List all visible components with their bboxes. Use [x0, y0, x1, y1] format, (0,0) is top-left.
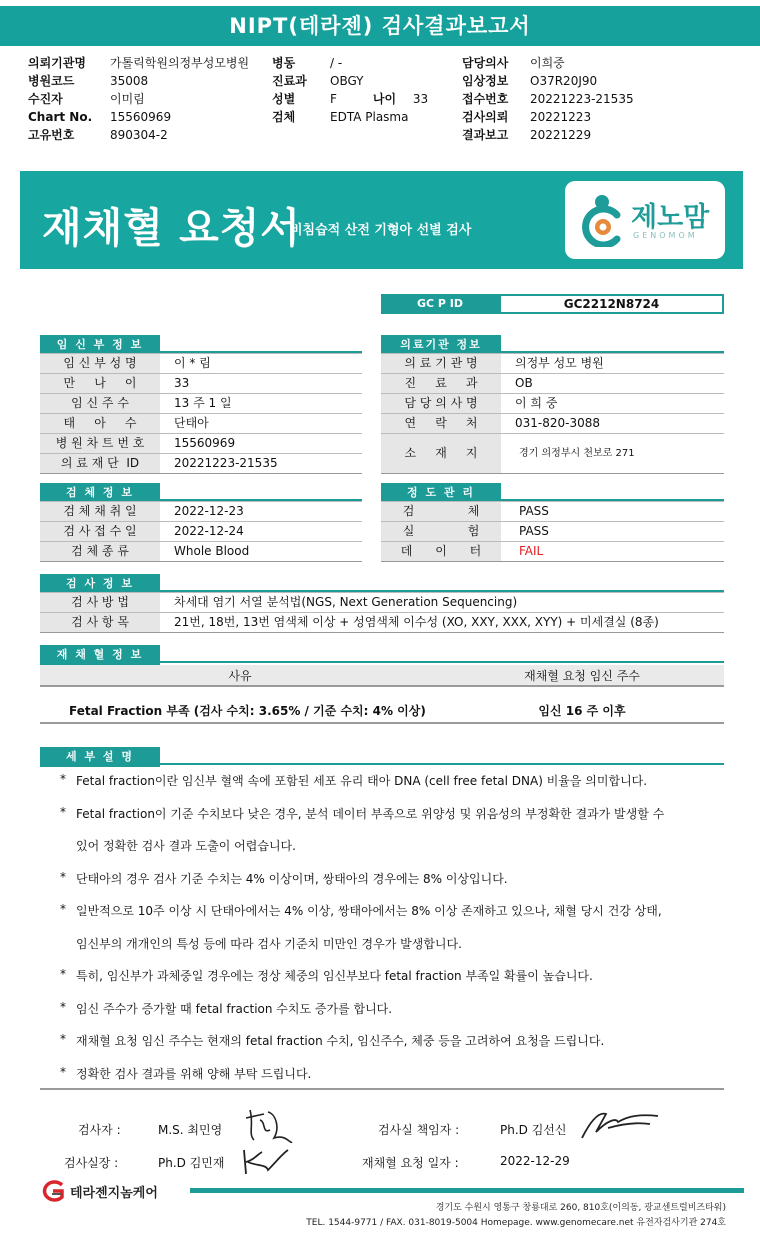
- company-name: 테라젠지놈케어: [70, 1185, 158, 1201]
- bullet: *: [60, 1064, 66, 1079]
- bullet: *: [60, 772, 66, 786]
- header-value: OBGY: [330, 74, 364, 88]
- section-title: 재 채 혈 정 보: [40, 645, 160, 665]
- lab-head-signature-icon: [578, 1104, 662, 1144]
- field-value: 20221223-21535: [174, 456, 278, 470]
- detail-notes: [60, 772, 720, 1097]
- section-pregnant-header: [40, 333, 362, 353]
- header-key: 결과보고: [462, 128, 509, 142]
- header-value: 15560969: [110, 110, 172, 124]
- section-test-header: [40, 572, 724, 592]
- field-value: 이 희 중: [515, 396, 558, 410]
- header-col-patient: [272, 54, 428, 126]
- field-value: 차세대 염기 서열 분석법(NGS, Next Generation Sequencing): [174, 595, 518, 609]
- field-label: 병 원 차 트 번 호: [40, 434, 160, 453]
- banner-subtitle: 비침습적 산전 기형아 선별 검사: [290, 223, 472, 238]
- section-title: 검 체 정 보: [40, 483, 160, 503]
- logo-korean: 제노맘: [631, 202, 710, 233]
- section-title: 정 도 관 리: [381, 483, 501, 503]
- bullet: *: [60, 869, 66, 884]
- field-value: 2022-12-24: [174, 524, 244, 538]
- logo-english: GENOMOM: [633, 231, 698, 240]
- note-text: Fetal fraction이란 임신부 혈액 속에 포함된 세포 유리 태아 DNA (cell free fetal DNA) 비율을 의미합니다.: [76, 774, 648, 788]
- field-label: 검 사 항 목: [40, 613, 160, 632]
- institution-table: [381, 353, 724, 474]
- request-date: 2022-12-29: [500, 1154, 570, 1168]
- header-value: 20221229: [530, 128, 592, 142]
- section-institution-header: [381, 333, 724, 353]
- field-label: 데 이 터: [381, 542, 501, 561]
- section-redraw-header: [40, 643, 724, 663]
- section-qc-header: [381, 481, 724, 501]
- field-label: 임 신 주 수: [40, 394, 160, 413]
- redraw-reason: Fetal Fraction 부족 (검사 수치: 3.65% / 기준 수치: 4% 이상): [69, 704, 426, 718]
- header-value: 가톨릭학원의정부성모병원: [110, 56, 250, 70]
- gcp-id-value: GC2212N8724: [499, 294, 724, 314]
- lab-head-name: Ph.D 김선신: [500, 1123, 567, 1137]
- bullet: *: [60, 804, 66, 819]
- bullet: *: [60, 999, 66, 1014]
- report-title: NIPT(테라젠) 검사결과보고서: [0, 6, 760, 46]
- header-key: 고유번호: [28, 128, 75, 142]
- specimen-table: [40, 501, 362, 562]
- note-text: 특히, 임신부가 과체중일 경우에는 정상 체중의 임신부보다 fetal fraction 부족일 확률이 높습니다.: [76, 969, 593, 983]
- field-value: 15560969: [174, 436, 236, 450]
- field-label: 연 락 처: [381, 414, 501, 433]
- header-value: 이미림: [110, 92, 145, 106]
- field-label: 소 재 지: [381, 434, 501, 473]
- field-value: 031-820-3088: [515, 416, 601, 430]
- header-key: 의뢰기관명: [28, 56, 86, 70]
- header-key: 검체: [272, 110, 296, 124]
- header-col-institution: [28, 54, 249, 144]
- note-text: 재채혈 요청 임신 주수는 현재의 fetal fraction 수치, 임신주수, 체중 등을 고려하여 요청을 드립니다.: [76, 1034, 605, 1048]
- note-text: 정확한 검사 결과를 위해 양해 부탁 드립니다.: [76, 1066, 312, 1081]
- header-key: 진료과: [272, 74, 307, 88]
- header-key: 수진자: [28, 92, 63, 106]
- header-value: 35008: [110, 74, 149, 88]
- redraw-table-header: [40, 665, 724, 687]
- note-text: 임신 주수가 증가할 때 fetal fraction 수치도 증가를 합니다.: [76, 1001, 393, 1016]
- header-value: 20221223-21535: [530, 92, 634, 106]
- genomom-logo: [565, 181, 725, 259]
- header-key: 성별: [272, 92, 296, 106]
- field-value: OB: [515, 376, 533, 390]
- field-label: 임 신 부 성 명: [40, 354, 160, 373]
- header-key: 접수번호: [462, 92, 509, 106]
- redraw-week: 임신 16 주 이후: [538, 704, 626, 718]
- qc-status: PASS: [519, 524, 549, 538]
- field-label: 의 료 재 단 ID: [40, 454, 160, 473]
- header-key: 병동: [272, 56, 296, 70]
- lab-head-label: 검사실 책임자 :: [378, 1123, 460, 1137]
- company-address: 경기도 수원시 영통구 창룡대로 260, 810호(이의동, 광교센트럴비즈타워): [435, 1203, 726, 1213]
- field-label: 실 험: [381, 522, 501, 541]
- field-value: 33: [174, 376, 190, 390]
- field-value: Whole Blood: [174, 544, 250, 558]
- section-specimen-header: [40, 481, 362, 501]
- header-value: 33: [412, 92, 429, 106]
- footer-bar: [190, 1188, 744, 1193]
- qc-table: [381, 501, 724, 562]
- field-value: 의정부 성모 병원: [515, 356, 604, 370]
- director-label: 검사실장 :: [64, 1156, 119, 1170]
- header-key: 임상정보: [462, 74, 509, 88]
- field-label: 의 료 기 관 명: [381, 354, 501, 373]
- note-text: Fetal fraction이 기준 수치보다 낮은 경우, 분석 데이터 부족으로 위양성 및 위음성의 부정확한 결과가 발생할 수: [76, 806, 665, 821]
- header-value: 890304-2: [110, 128, 168, 142]
- note-text: 있어 정확한 검사 결과 도출이 어렵습니다.: [76, 839, 296, 853]
- header-col-physician: [462, 54, 634, 144]
- header-value: F: [330, 92, 337, 106]
- column-week: 재채혈 요청 임신 주수: [524, 669, 640, 683]
- header-value: 이희중: [530, 56, 565, 70]
- header-key: 나이: [372, 92, 397, 106]
- field-label: 만 나 이: [40, 374, 160, 393]
- section-title: 임 신 부 정 보: [40, 335, 160, 355]
- header-key: 병원코드: [28, 74, 75, 88]
- bullet: *: [60, 902, 66, 916]
- tester-name: M.S. 최민영: [158, 1123, 223, 1137]
- field-value: 이 * 림: [174, 356, 211, 370]
- field-label: 검 체 종 류: [40, 542, 160, 561]
- section-detail-header: [40, 745, 724, 765]
- field-label: 검 체: [381, 502, 501, 521]
- field-value: 경기 의정부시 천보로 271: [519, 448, 635, 459]
- field-label: 검 사 접 수 일: [40, 522, 160, 541]
- pregnant-table: [40, 353, 362, 474]
- qc-status-fail: FAIL: [519, 544, 544, 558]
- header-value: EDTA Plasma: [330, 110, 409, 124]
- header-key: 담당의사: [462, 56, 509, 70]
- section-title: 세 부 설 명: [40, 747, 160, 767]
- director-name: Ph.D 김민재: [158, 1156, 225, 1170]
- field-value: 21번, 18번, 13번 염색체 이상 + 성염색체 이수성 (XO, XXY, XXX, XYY) + 미세결실 (8종): [174, 615, 659, 629]
- note-text: 일반적으로 10주 이상 시 단태아에서는 4% 이상, 쌍태아에서는 8% 이상 존재하고 있으나, 채혈 당시 건강 상태,: [76, 904, 662, 918]
- field-value: 단태아: [174, 416, 209, 430]
- test-table: [40, 592, 724, 633]
- bullet: *: [60, 967, 66, 981]
- terragen-g-icon: [40, 1180, 66, 1202]
- note-text: 임신부의 개개인의 특성 등에 따라 검사 기준치 미만인 경우가 발생합니다.: [76, 936, 462, 951]
- header-value: O37R20J90: [530, 74, 598, 88]
- column-reason: 사유: [228, 669, 252, 683]
- field-value: 2022-12-23: [174, 504, 244, 518]
- genomom-mother-icon: [577, 193, 627, 247]
- terragen-logo: [40, 1180, 158, 1202]
- divider: [40, 1088, 724, 1090]
- redraw-table-row: [40, 698, 724, 724]
- bullet: *: [60, 1032, 66, 1046]
- field-label: 태 아 수: [40, 414, 160, 433]
- section-title: 의료기관 정보: [381, 335, 501, 355]
- field-value: 13 주 1 일: [174, 396, 232, 410]
- redraw-request-banner: [20, 171, 743, 269]
- director-signature-icon: [236, 1140, 292, 1180]
- company-contact: TEL. 1544-9771 / FAX. 031-8019-5004 Homepage. www.genomecare.net 유전자검사기관 274호: [306, 1218, 726, 1228]
- gcp-id: [381, 294, 724, 314]
- header-value: / -: [330, 56, 343, 70]
- request-date-label: 재채혈 요청 일자 :: [362, 1156, 459, 1170]
- banner-title: 재채혈 요청서: [42, 204, 301, 252]
- field-label: 검 체 채 취 일: [40, 502, 160, 521]
- qc-status: PASS: [519, 504, 549, 518]
- header-key: Chart No.: [28, 110, 93, 124]
- field-label: 진 료 과: [381, 374, 501, 393]
- section-title: 검 사 정 보: [40, 574, 160, 594]
- note-text: 단태아의 경우 검사 기준 수치는 4% 이상이며, 쌍태아의 경우에는 8% 이상입니다.: [76, 871, 508, 886]
- header-key: 검사의뢰: [462, 110, 509, 124]
- gcp-id-label: GC P ID: [381, 294, 499, 314]
- field-label: 검 사 방 법: [40, 593, 160, 612]
- header-value: 20221223: [530, 110, 592, 124]
- tester-label: 검사자 :: [78, 1123, 121, 1137]
- field-label: 담 당 의 사 명: [381, 394, 501, 413]
